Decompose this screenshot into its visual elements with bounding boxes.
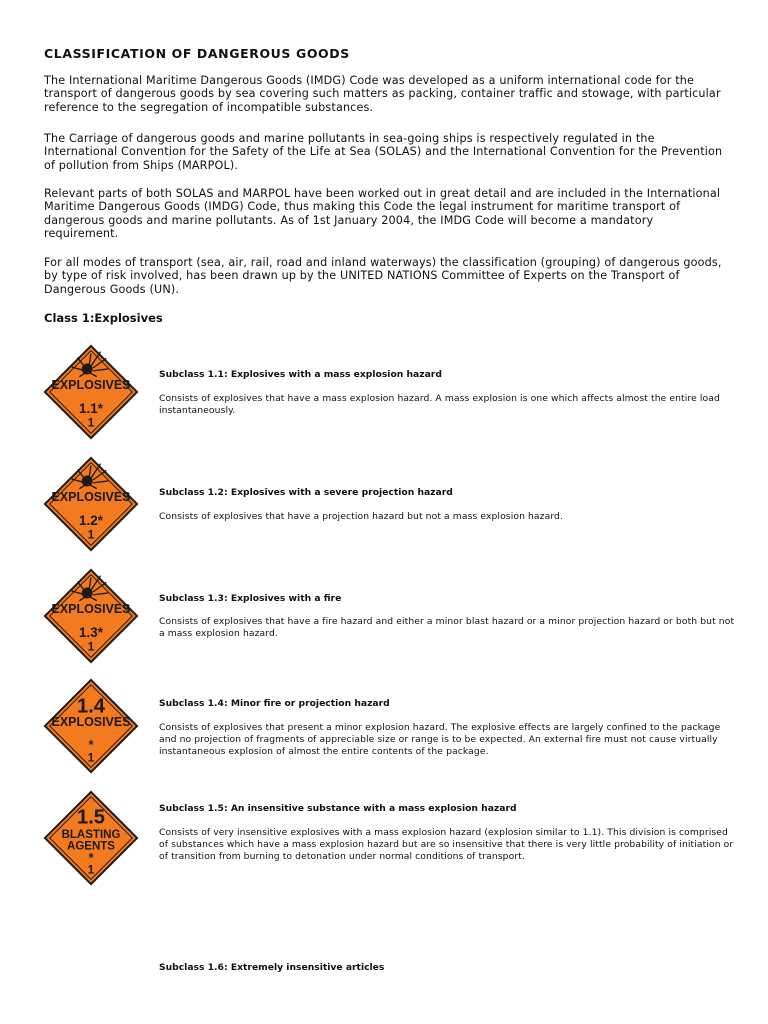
sign-label: EXPLOSIVES [51, 715, 131, 729]
subclass-1-3-title: Subclass 1.3: Explosives with a fire [159, 593, 342, 604]
paragraph-un-classification: For all modes of transport (sea, air, rail, road and inland waterways) the classification (grouping) of dangerous goods, by type of risk involved, has been drawn up by the UNITED NATIONS Committee of Experts on the Transport of Dangerous Goods (UN). [44, 256, 722, 296]
sign-class-number: 1 [87, 417, 95, 430]
sign-class-number: 1 [87, 529, 95, 542]
subclass-1-3-description: Consists of explosives that have a fire hazard and either a minor blast hazard or a minor projection hazard or both but not a mass explosion hazard. [159, 616, 735, 639]
sign-label-line-1: BLASTING [61, 829, 121, 841]
sign-label: EXPLOSIVES [51, 602, 131, 617]
subclass-1-5-description: Consists of very insensitive explosives with a mass explosion hazard (explosion similar to 1.1). This division is comprised of substances which have a mass explosion hazard but are so insensitive that there is very little probability of initiation or of transition from burning to detonation under normal conditions of transport. [159, 827, 734, 862]
subclass-1-6-title: Subclass 1.6: Extremely insensitive articles [159, 962, 385, 973]
subclass-1-2-description: Consists of explosives that have a projection hazard but not a mass explosion hazard. [159, 511, 563, 522]
document-title: CLASSIFICATION OF DANGEROUS GOODS [44, 46, 350, 61]
blasting-agents-1-5-placard [43, 790, 139, 886]
explosives-1-3-placard [43, 568, 139, 664]
subclass-1-2-title: Subclass 1.2: Explosives with a severe projection hazard [159, 487, 453, 498]
subclass-1-4-description: Consists of explosives that present a minor explosion hazard. The explosive effects are largely confined to the package and no projection of fragments of appreciable size or range is to be expected. An external fire must not cause virtually instantaneous explosion of almost the entire contents of the package. [159, 722, 721, 757]
subclass-1-5-title: Subclass 1.5: An insensitive substance with a mass explosion hazard [159, 803, 517, 814]
sign-division-number: 1.5 [76, 806, 106, 829]
paragraph-solas-marpol: The Carriage of dangerous goods and marine pollutants in sea-going ships is respectively regulated in the International Convention for the Safety of the Life at Sea (SOLAS) and the International Convention for the Prevention of pollution from Ships (MARPOL). [44, 132, 723, 172]
sign-number: * [88, 851, 94, 865]
sign-number: * [88, 738, 94, 753]
sign-label: EXPLOSIVES [51, 378, 131, 393]
sign-number: 1.3* [79, 625, 103, 641]
sign-number: 1.2* [79, 513, 103, 529]
subclass-1-1-title: Subclass 1.1: Explosives with a mass explosion hazard [159, 369, 442, 380]
sign-class-number: 1 [87, 752, 95, 765]
subclass-1-1-description: Consists of explosives that have a mass explosion hazard. A mass explosion is one which affects almost the entire load instantaneously. [159, 393, 720, 416]
class-1-heading: Class 1:Explosives [44, 311, 163, 325]
sign-label-line-2: AGENTS [67, 840, 116, 853]
subclass-1-4-title: Subclass 1.4: Minor fire or projection hazard [159, 698, 390, 709]
explosives-1-4-placard [43, 678, 139, 774]
sign-label: EXPLOSIVES [51, 490, 131, 505]
explosives-1-2-placard [43, 456, 139, 552]
sign-number: 1.1* [79, 401, 103, 417]
explosives-1-1-placard [43, 344, 139, 440]
paragraph-imdg-intro: The International Maritime Dangerous Goods (IMDG) Code was developed as a uniform international code for the transport of dangerous goods by sea covering such matters as packing, container traffic and stowage, with particular reference to the segregation of incompatible substances. [44, 74, 721, 114]
paragraph-imdg-code: Relevant parts of both SOLAS and MARPOL have been worked out in great detail and are included in the International Maritime Dangerous Goods (IMDG) Code, thus making this Code the legal instrument for maritime transport of dangerous goods and marine pollutants. As of 1st January 2004, the IMDG Code will become a mandatory requirement. [44, 187, 721, 241]
sign-division-number: 1.4 [76, 695, 106, 718]
sign-class-number: 1 [87, 864, 95, 877]
sign-class-number: 1 [87, 641, 95, 654]
